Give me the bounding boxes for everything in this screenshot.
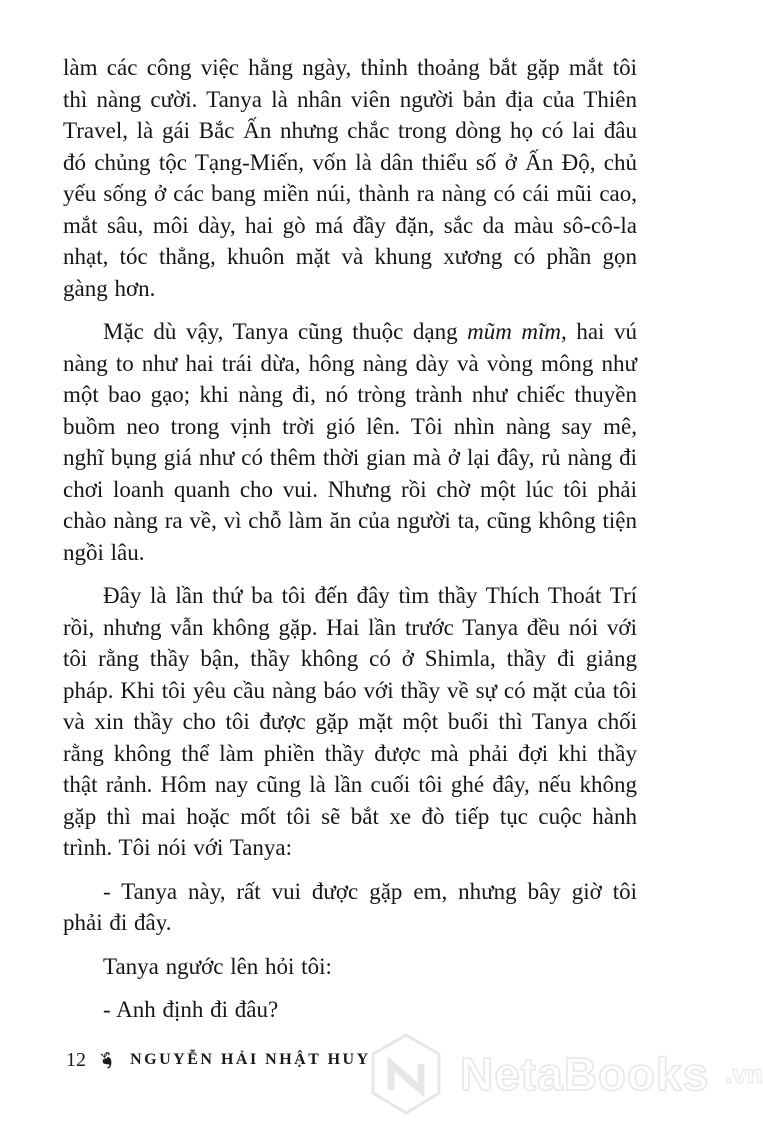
paragraph: [63, 52, 637, 304]
paragraph-text: Mặc dù vậy, Tanya cũng thuộc dạng: [103, 319, 468, 344]
watermark-brand-text: NetaBooks: [460, 1048, 710, 1100]
paragraph: [63, 951, 637, 983]
netabooks-hexagon-logo-icon: [366, 1032, 446, 1116]
paragraph: [63, 316, 637, 568]
running-header-author: NGUYỄN HẢI NHẬT HUY: [130, 1051, 371, 1068]
paragraph-text: làm các công việc hằng ngày, thỉnh thoảng bắt gặp mắt tôi thì nàng cười. Tanya là nhân viên người bản địa của Thiên Travel, là gái Bắc Ấn nhưng chắc trong dòng họ có lai đâu đó chủng tộc Tạng-Miến, vốn là dân thiểu số ở Ấn Độ, chủ yếu sống ở các bang miền núi, thành ra nàng có cái mũi cao, mắt sâu, môi dày, hai gò má đầy đặn, sắc da màu sô-cô-la nhạt, tóc thẳng, khuôn mặt và khung xương có phần gọn gàng hơn.: [63, 55, 637, 301]
paragraph-text: Đây là lần thứ ba tôi đến đây tìm thầy Thích Thoát Trí rồi, nhưng vẫn không gặp. Hai lần trước Tanya đều nói với tôi rằng thầy bận, thầy không có ở Shimla, thầy đi giảng pháp. Khi tôi yêu cầu nàng báo với thầy về sự có mặt của tôi và xin thầy cho tôi được gặp mặt một buổi thì Tanya chối rằng không thể làm phiền thầy được mà phải đợi khi thầy thật rảnh. Hôm nay cũng là lần cuối tôi ghé đây, nếu không gặp thì mai hoặc mốt tôi sẽ bắt xe đò tiếp tục cuộc hành trình. Tôi nói với Tanya:: [63, 583, 637, 860]
netabooks-watermark: [366, 1032, 763, 1116]
paragraph-text: Tanya ngước lên hỏi tôi:: [103, 953, 332, 979]
paragraph: [63, 580, 637, 864]
page-body: [63, 52, 637, 1038]
dialogue-line: [63, 994, 637, 1026]
watermark-tld-text: .vn: [725, 1059, 763, 1089]
flourish-ornament-icon: ❧: [93, 1047, 123, 1073]
italic-phrase: mũm mĩm: [467, 319, 562, 344]
dialogue-line: [63, 876, 637, 939]
paragraph-text: - Tanya này, rất vui được gặp em, nhưng bây giờ tôi phải đi đây.: [63, 878, 637, 935]
page-footer: [66, 1048, 371, 1072]
paragraph-text: - Anh định đi đâu?: [103, 997, 279, 1022]
paragraph-text: , hai vú nàng to như hai trái dừa, hông nàng dày và vòng mông như một bao gạo; khi nàng đi, nó tròng trành như chiếc thuyền buồm neo trong vịnh trời gió lên. Tôi nhìn nàng say mê, nghĩ bụng giá như có thêm thời gian mà ở lại đây, rủ nàng đi chơi loanh quanh cho vui. Nhưng rồi chờ một lúc tôi phải chào nàng ra về, vì chỗ làm ăn của người ta, cũng không tiện ngồi lâu.: [63, 319, 637, 565]
page-number: 12: [66, 1048, 86, 1071]
